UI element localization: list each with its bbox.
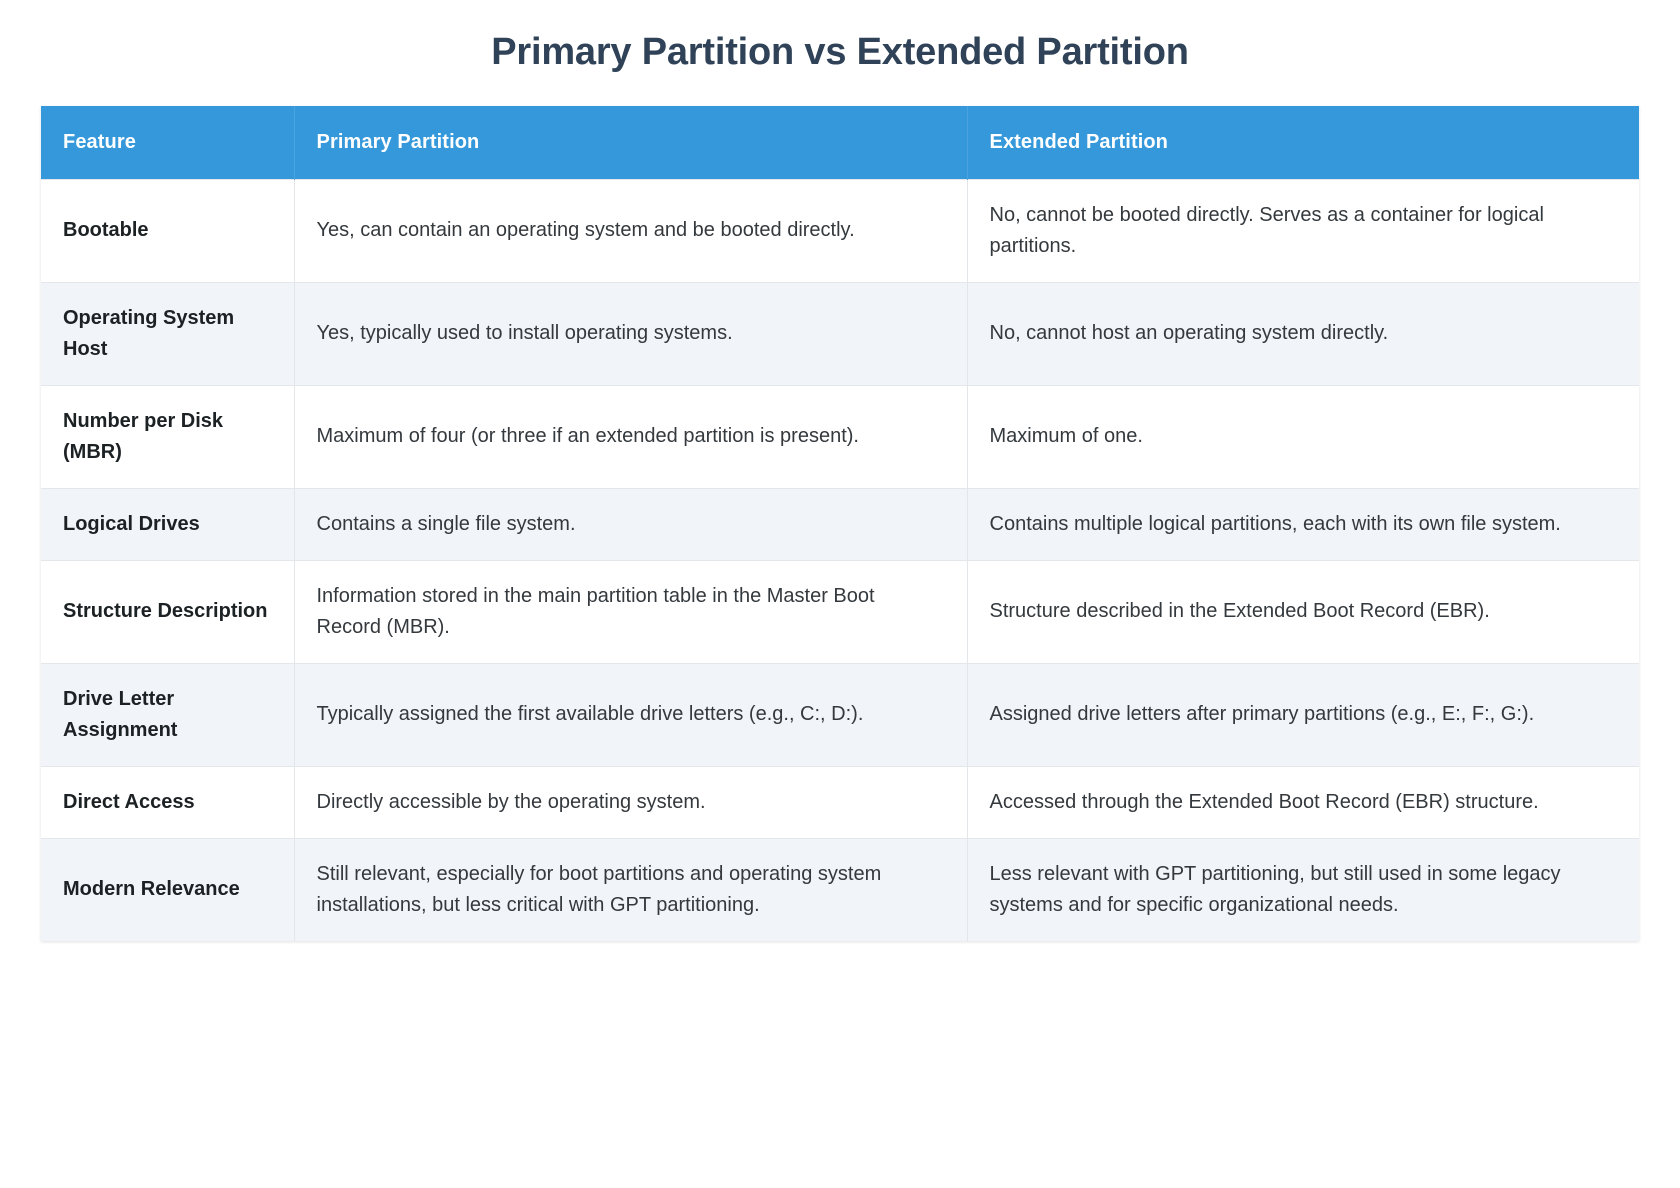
cell-feature: Number per Disk (MBR) — [41, 385, 294, 488]
table-row — [41, 663, 1639, 766]
comparison-table-container — [41, 106, 1639, 941]
cell-primary: Directly accessible by the operating system. — [294, 766, 967, 838]
table-row — [41, 838, 1639, 941]
page-title: Primary Partition vs Extended Partition — [491, 31, 1189, 73]
table-row — [41, 282, 1639, 385]
table-header-row — [41, 106, 1639, 180]
cell-extended: Contains multiple logical partitions, each with its own file system. — [967, 488, 1639, 560]
cell-extended: Maximum of one. — [967, 385, 1639, 488]
cell-primary: Contains a single file system. — [294, 488, 967, 560]
table-header — [41, 106, 1639, 180]
cell-extended: No, cannot host an operating system directly. — [967, 282, 1639, 385]
cell-extended: Assigned drive letters after primary partitions (e.g., E:, F:, G:). — [967, 663, 1639, 766]
cell-primary: Information stored in the main partition table in the Master Boot Record (MBR). — [294, 560, 967, 663]
table-row — [41, 560, 1639, 663]
cell-feature: Operating System Host — [41, 282, 294, 385]
cell-primary: Yes, typically used to install operating systems. — [294, 282, 967, 385]
cell-extended: Structure described in the Extended Boot Record (EBR). — [967, 560, 1639, 663]
cell-primary: Still relevant, especially for boot partitions and operating system installations, but less critical with GPT partitioning. — [294, 838, 967, 941]
cell-extended: No, cannot be booted directly. Serves as a container for logical partitions. — [967, 179, 1639, 282]
column-header-primary-partition[interactable]: Primary Partition — [294, 106, 967, 180]
table-row — [41, 766, 1639, 838]
cell-feature: Bootable — [41, 179, 294, 282]
table-row — [41, 385, 1639, 488]
cell-extended: Accessed through the Extended Boot Record (EBR) structure. — [967, 766, 1639, 838]
table-row — [41, 488, 1639, 560]
cell-primary: Maximum of four (or three if an extended partition is present). — [294, 385, 967, 488]
cell-primary: Typically assigned the first available drive letters (e.g., C:, D:). — [294, 663, 967, 766]
cell-feature: Logical Drives — [41, 488, 294, 560]
comparison-table — [41, 106, 1639, 941]
cell-feature: Modern Relevance — [41, 838, 294, 941]
cell-primary: Yes, can contain an operating system and be booted directly. — [294, 179, 967, 282]
table-row — [41, 179, 1639, 282]
cell-extended: Less relevant with GPT partitioning, but still used in some legacy systems and for specific organizational needs. — [967, 838, 1639, 941]
cell-feature: Direct Access — [41, 766, 294, 838]
table-body — [41, 179, 1639, 941]
column-header-extended-partition[interactable]: Extended Partition — [967, 106, 1639, 180]
cell-feature: Structure Description — [41, 560, 294, 663]
column-header-feature[interactable]: Feature — [41, 106, 294, 180]
cell-feature: Drive Letter Assignment — [41, 663, 294, 766]
